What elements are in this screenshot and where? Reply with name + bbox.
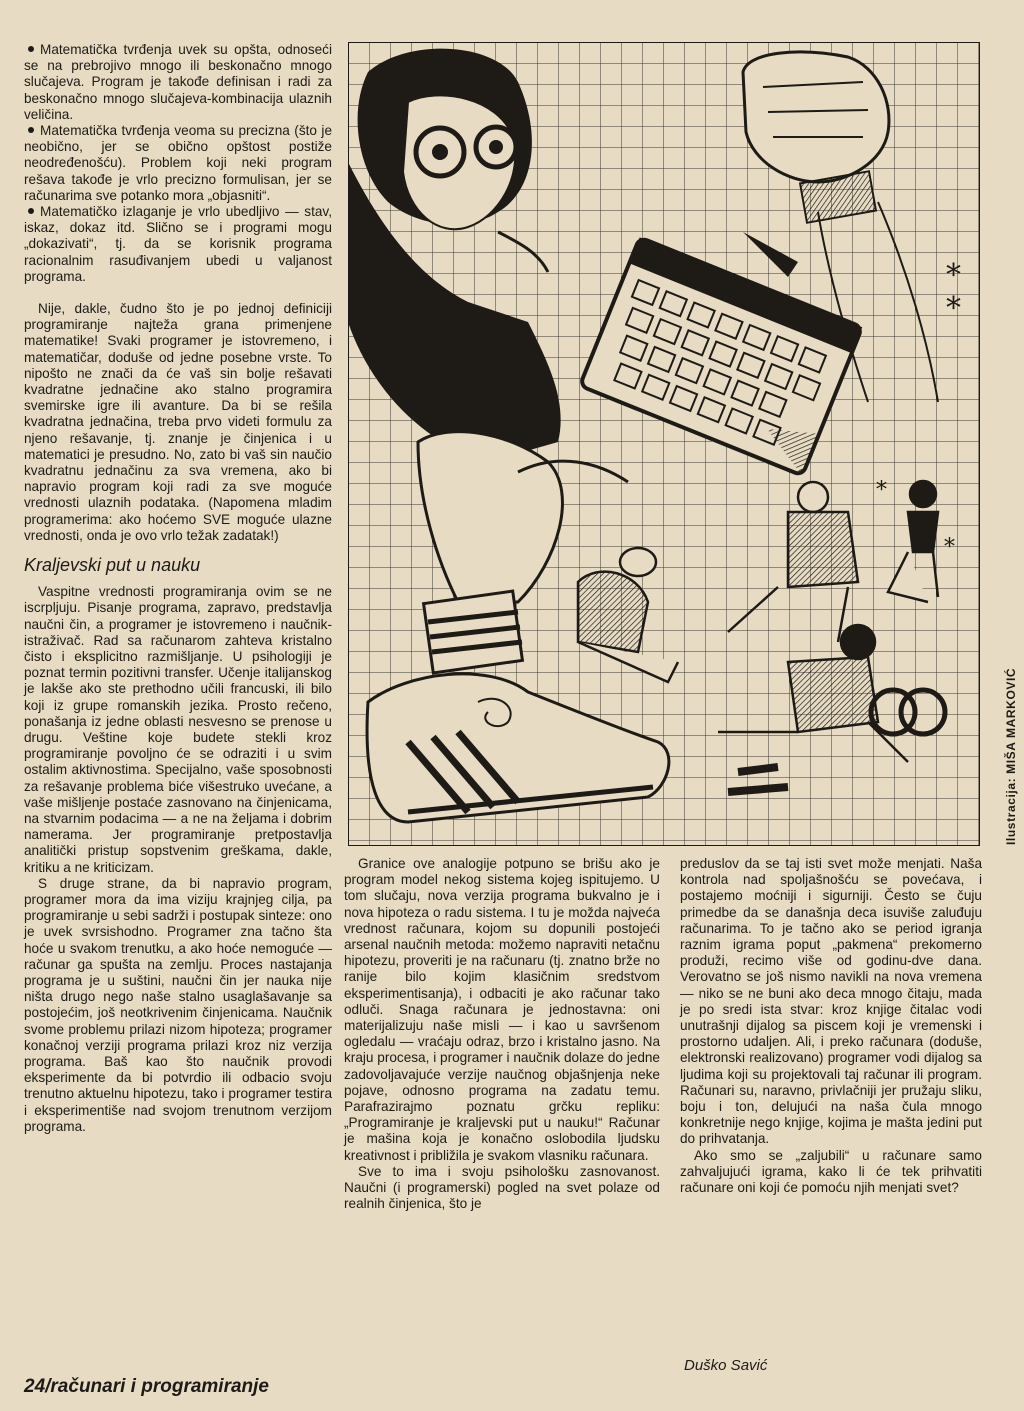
asterisk-symbol: * — [944, 535, 955, 560]
asterisk-symbol: * — [946, 291, 961, 326]
page-footer: 24/računari i programiranje — [24, 1376, 269, 1397]
bullet-item: Matematička tvrđenja veoma su precizna (što je neobično, jer se obično opštost postiže neodređenošću). Problem koji neki program rešava takođe je vrlo precizno formulisan, jer se računarima sve potanko mora „objasniti“. — [24, 123, 332, 203]
paragraph: Nije, dakle, čudno što je po jednoj definiciji programiranje najteža grana primenjene matematike! Svaki programer je istovremeno, i matematičar, doduše od jedne posebne vrste. To nipošto ne znači da će vaš sin bolje rešavati kvadratne jednačine ako stalno programira svemirske igre ili avanture. Da bi se rešila kvadratna jednačina, treba prvo videti formulu za njeno rešavanje, tj. znanje je činjenica i u matematici je presudno. No, zato bi vaš sin naučio kvadratnu jednačinu za sva vremena, ako bi napravio program koji radi za sve moguće vrednosti ulaznih podataka. (Napomena mladim programerima: ako hoćemo SVE moguće ulazne vrednosti, onda je ovo vrlo težak zadatak!) — [24, 301, 332, 543]
paragraph: Granice ove analogije potpuno se brišu ako je program model nekog sistema kojeg ispitujemo. U tom slučaju, nova verzija programa bukvalno je i nova hipoteza o radu sistema. I tu je možda najveća vrednost računara, kojom su dopunili postojeći arsenal naučnih metoda: možemo napraviti netačnu hipotezu, proveriti je na računaru (tj. znatno brže no ranije bilo kojim klasičnim sredstvom eksperimentisanja), i odbaciti je ako računar tako odluči. Snaga računara je jednostavna: oni materijalizuju naše misli — i kao u savršenom ogledalu — vraćaju odraz, brzo i kristalno jasno. Na kraju procesa, i programer i naučnik dolaze do jedne zadovoljavajuće verzije naučnog objašnjenja neke pojave, odnosno programa na zadatu temu. Parafrazirajmo poznatu grčku repliku: „Programiranje je kraljevski put u nauku!“ Računar je mašina koja je konačno oslobodila ljudsku kreativnost i približila je svakom vlasniku računara. — [344, 856, 660, 1163]
bullet-dot-icon — [28, 208, 34, 214]
asterisk-symbol: * — [946, 258, 961, 293]
bullet-item: Matematička tvrđenja uvek su opšta, odnoseći se na prebrojivo mnogo ili beskonačno mnogo slučajeva. Program je takođe definisan i radi za beskonačno mnogo slučajeva-kombinacija ulaznih veličina. — [24, 42, 332, 122]
middle-column — [344, 856, 660, 1212]
right-column — [680, 856, 982, 1196]
paragraph: preduslov da se taj isti svet može menjati. Naša kontrola nad spoljašnošću se povećava, i postajemo moćniji i sigurniji. Često se čuju primedbe da se današnja deca isuviše zaluđuju računarima. To je tačno ako se period igranja raznim igrama poput „pakmena“ prekomerno produži, recimo više od godinu-dve dana. Verovatno se još nismo navikli na nova vremena — niko se ne buni ako deca mnogo čitaju, mada je po sredi ista stvar: kroz knjige čitalac vodi unutrašnji dijalog sa piscem koji je vremenski i prostorno udaljen. Ali, i preko računara (doduše, elektronski realizovano) programer vodi dijalog sa ljudima koji su projektovali taj računar ili program. Računari su, naravno, privlačniji jer pružaju sliku, boju i ton, delujući na naša čula mnogo konkretnije nego knjige, kojima je mašta jedini put do prihvatanja. — [680, 856, 982, 1147]
bullet-dot-icon — [28, 46, 34, 52]
asterisk-symbol: * — [876, 478, 887, 503]
paragraph: S druge strane, da bi napravio program, programer mora da ima viziju krajnjeg cilja, pa programiranje u sebi sadrži i postupak sinteze: ono je uvek svrsishodno. Programer zna tačno šta hoće u svakom trenutku, a ako hoće nemoguće — računar ga spušta na zemlju. Proces nastajanja programa je u suštini, naučni čin jer nauka nije ništa drugo nego naše stalno usaglašavanje sa postojećim, još neotkrivenim činjenicama. Naučnik svome problemu prilazi nizom hipoteza; programer konačnoj verziji programa prilazi kroz niz verzija programa. Baš kao što naučnik provodi eksperimente da bi potvrdio ili odbacio svoju trenutno aktuelnu hipotezu, tako i programer testira i eksperimentiše nad svojom trenutnom verzijom programa. — [24, 875, 332, 1134]
illustration-credit: Ilustracija: MIŠA MARKOVIĆ — [1004, 667, 1018, 845]
illustration — [348, 42, 980, 846]
left-column — [24, 42, 332, 1135]
subheading: Kraljevski put u nauku — [24, 555, 201, 576]
bullet-item: Matematičko izlaganje je vrlo ubedljivo — stav, iskaz, dokaz itd. Slično se i programi mogu „dokazivati“, tj. da se korisnik programa racionalnim rasuđivanjem ubedi u valjanost programa. — [24, 204, 332, 284]
bullet-dot-icon — [28, 127, 34, 133]
paragraph: Ako smo se „zaljubili“ u računare samo zahvaljujući igrama, kako li će tek prihvatiti računare oni koji će pomoću njih menjati svet? — [680, 1147, 982, 1196]
paragraph: Sve to ima i svoju psihološku zasnovanost. Naučni (i programerski) pogled na svet polaze od realnih činjenica, što je — [344, 1163, 660, 1212]
paragraph: Vaspitne vrednosti programiranja ovim se ne iscrpljuju. Pisanje programa, zapravo, predstavlja naučni čin, a programer je istovremeno i naučnik-istraživač. Rad sa računarom zahteva kristalno čisto i eksplicitno razmišljanje. U psihologiji je poznat termin pozitivni transfer. Učenje italijanskog je lakše ako ste prethodno učili francuski, ili bilo koji iz grupe romanskih jezika. Prosto rečeno, ponašanja iz jedne oblasti nesvesno se prenose u drugu. Veštine koje budete stekli kroz programiranje povoljno će se odraziti i u svim ostalim aktivnostima. Specijalno, vaše sposobnosti za rešavanje problema biće višestruko uvećane, a vaše mišljenje postaće zasnovano na činjenicama, na stvarnim podacima — a ne na željama i dobrim namerama. Jer programiranje pretpostavlja analitički pristup sopstvenim greškama, dakle, kritiku a ne kriticizam. — [24, 584, 332, 875]
author-signature: Duško Savić — [684, 1357, 768, 1374]
